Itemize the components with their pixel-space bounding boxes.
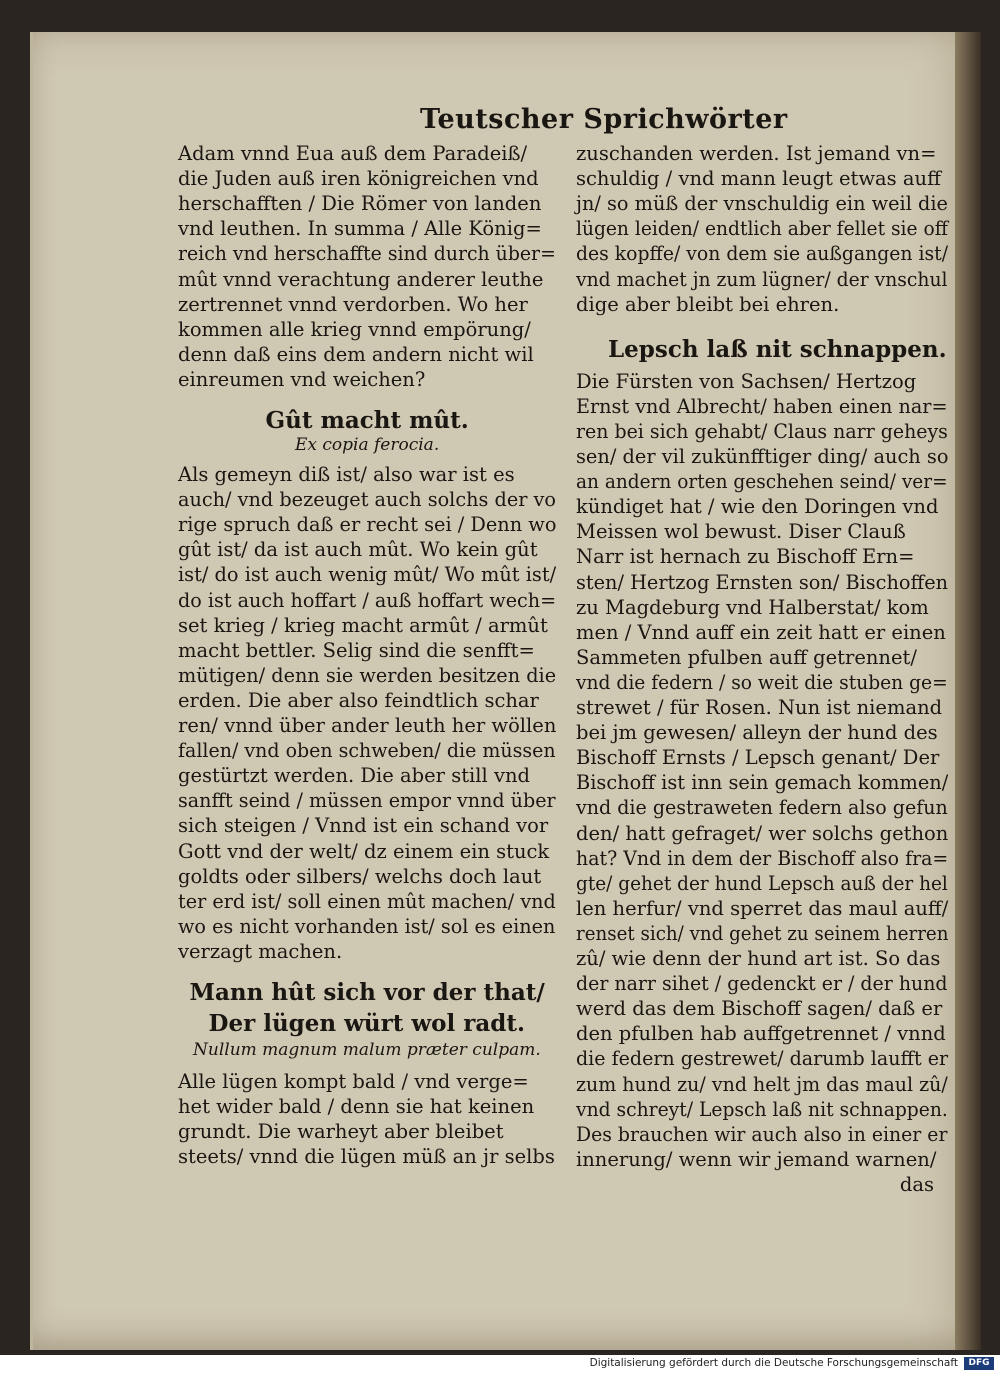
text-line: gût ist/ da ist auch mût. Wo kein gût bbox=[178, 538, 538, 562]
text-line: schuldig / vnd mann leugt etwas auff bbox=[576, 167, 941, 191]
text-line: renset sich/ vnd gehet zu seinem herren bbox=[576, 921, 949, 945]
text-line: sanfft seind / müssen empor vnnd über bbox=[178, 789, 556, 813]
section-heading: Der lügen würt wol radt. bbox=[208, 1010, 525, 1037]
text-line: lügen leiden/ endtlich aber fellet sie off bbox=[576, 217, 948, 241]
text-line: macht bettler. Selig sind die senfft= bbox=[178, 638, 535, 662]
text-line: werd das dem Bischoff sagen/ daß er bbox=[576, 997, 943, 1021]
latin-motto: Nullum magnum malum præter culpam. bbox=[193, 1040, 541, 1060]
text-line: hat? Vnd in dem der Bischoff also fra= bbox=[576, 846, 949, 870]
text-line: zû/ wie denn der hund art ist. So das bbox=[576, 947, 941, 970]
funding-notice: Digitalisierung gefördert durch die Deutsche Forschungsgemeinschaft bbox=[589, 1357, 958, 1369]
text-line: an andern orten geschehen seind/ ver= bbox=[576, 470, 948, 494]
text-line: Gott vnd der welt/ dz einem ein stuck bbox=[178, 839, 550, 863]
text-line: Bischoff Ernsts / Lepsch genant/ Der bbox=[576, 746, 940, 770]
text-line: vnd leuthen. In summa / Alle König= bbox=[178, 217, 542, 241]
text-line: wo es nicht vorhanden ist/ sol es einen bbox=[178, 914, 556, 938]
text-line: ren/ vnnd über ander leuth her wöllen bbox=[178, 714, 557, 737]
text-line: strewet / für Rosen. Nun ist niemand bbox=[576, 696, 943, 719]
text-line: denn daß eins dem andern nicht wil bbox=[178, 342, 534, 366]
text-line: Ernst vnd Albrecht/ haben einen nar= bbox=[576, 394, 948, 418]
dfg-logo: DFG bbox=[964, 1357, 994, 1370]
text-line: Adam vnnd Eua auß dem Paradeiß/ bbox=[178, 142, 528, 165]
text-line: Des brauchen wir auch also in einer er bbox=[576, 1122, 948, 1146]
text-line: mût vnnd verachtung anderer leuthe bbox=[178, 267, 544, 291]
text-line: sich steigen / Vnnd ist ein schand vor bbox=[178, 814, 549, 838]
text-line: fallen/ vnd oben schweben/ die müssen bbox=[178, 739, 556, 763]
text-line: zum hund zu/ vnd helt jm das maul zû/ bbox=[576, 1072, 948, 1096]
text-line: die Juden auß iren königreichen vnd bbox=[178, 167, 539, 191]
text-line: Als gemeyn diß ist/ also war ist es bbox=[178, 463, 515, 486]
text-line: erden. Die aber also feindtlich schar bbox=[178, 688, 539, 712]
text-line: steets/ vnnd die lügen müß an jr selbs bbox=[178, 1145, 555, 1169]
text-line: sten/ Hertzog Ernsten son/ Bischoffen bbox=[576, 570, 949, 594]
text-line: auch/ vnd bezeuget auch solchs der vo bbox=[178, 488, 557, 512]
text-line: Meissen wol bewust. Diser Clauß bbox=[576, 520, 906, 544]
footer-bar bbox=[0, 1355, 1000, 1373]
text-line: Narr ist hernach zu Bischoff Ern= bbox=[576, 545, 915, 569]
text-line: goldts oder silbers/ welchs doch laut bbox=[178, 864, 542, 888]
text-line: vnd machet jn zum lügner/ der vnschul bbox=[576, 267, 948, 291]
text-line: bei jm gewesen/ alleyn der hund des bbox=[576, 721, 938, 745]
text-line: grundt. Die warheyt aber bleibet bbox=[178, 1120, 504, 1144]
text-line: Sammeten pfulben auff getrennet/ bbox=[576, 645, 917, 669]
text-line: sen/ der vil zukünfftiger ding/ auch so bbox=[576, 445, 949, 468]
text-line: Alle lügen kompt bald / vnd verge= bbox=[178, 1070, 529, 1093]
text-line: do ist auch hoffart / auß hoffart wech= bbox=[178, 588, 557, 612]
text-line: kommen alle krieg vnnd empörung/ bbox=[178, 317, 531, 341]
text-line: des kopffe/ von dem sie außgangen ist/ bbox=[576, 242, 949, 266]
text-line: den/ hatt gefraget/ wer solchs gethon bbox=[576, 821, 949, 845]
text-line: len herfur/ vnd sperret das maul auff/ bbox=[576, 896, 949, 920]
text-line: der narr sihet / gedenckt er / der hund bbox=[576, 972, 948, 996]
text-line: zertrennet vnnd verdorben. Wo her bbox=[178, 292, 528, 316]
running-head: Teutscher Sprichwörter bbox=[420, 104, 788, 135]
text-line: zu Magdeburg vnd Halberstat/ kom bbox=[576, 595, 929, 619]
text-line: jn/ so müß der vnschuldig ein weil die bbox=[576, 192, 948, 216]
section-heading: Mann hût sich vor der that/ bbox=[189, 979, 545, 1006]
text-line: vnd die federn / so weit die stuben ge= bbox=[576, 670, 948, 694]
text-line: kündiget hat / wie den Doringen vnd bbox=[576, 495, 939, 519]
text-line: vnd schreyt/ Lepsch laß nit schnappen. bbox=[576, 1097, 948, 1121]
text-line: herschafften / Die Römer von landen bbox=[178, 192, 542, 216]
text-line: set krieg / krieg macht armût / armût bbox=[178, 613, 548, 637]
text-line: men / Vnnd auff ein zeit hatt er einen bbox=[576, 620, 946, 644]
text-line: dige aber bleibt bei ehren. bbox=[576, 292, 840, 316]
text-line: het wider bald / denn sie hat keinen bbox=[178, 1095, 535, 1119]
text-line: zuschanden werden. Ist jemand vn= bbox=[576, 142, 937, 165]
text-line: ter erd ist/ soll einen mût machen/ vnd bbox=[178, 889, 556, 913]
text-line: Bischoff ist inn sein gemach kommen/ bbox=[576, 771, 949, 795]
text-line: innerung/ wenn wir jemand warnen/ bbox=[576, 1147, 937, 1171]
text-line: reich vnd herschaffte sind durch über= bbox=[178, 242, 556, 266]
text-line: verzagt machen. bbox=[178, 939, 343, 963]
text-line: die federn gestrewet/ darumb laufft er bbox=[576, 1047, 949, 1071]
text-line: gestürtzt werden. Die aber still vnd bbox=[178, 764, 531, 788]
text-line: mütigen/ denn sie werden besitzen die bbox=[178, 663, 557, 687]
text-line: den pfulben hab auffgetrennet / vnnd bbox=[576, 1022, 946, 1046]
page-gutter-shadow bbox=[955, 32, 981, 1350]
text-line: ren bei sich gehabt/ Claus narr geheys bbox=[576, 419, 948, 443]
text-line: rige spruch daß er recht sei / Denn wo bbox=[178, 513, 557, 537]
section-heading: Gût macht mût. bbox=[265, 407, 469, 434]
text-line: einreumen vnd weichen? bbox=[178, 367, 426, 391]
catchword: das bbox=[899, 1172, 934, 1196]
text-line: vnd die gestraweten federn also gefun bbox=[576, 796, 948, 820]
section-heading: Lepsch laß nit schnappen. bbox=[608, 335, 947, 363]
text-line: gte/ gehet der hund Lepsch auß der hel bbox=[576, 871, 948, 895]
latin-motto: Ex copia ferocia. bbox=[295, 435, 440, 455]
text-line: Die Fürsten von Sachsen/ Hertzog bbox=[576, 369, 917, 393]
text-line: ist/ do ist auch wenig mût/ Wo mût ist/ bbox=[178, 563, 557, 587]
